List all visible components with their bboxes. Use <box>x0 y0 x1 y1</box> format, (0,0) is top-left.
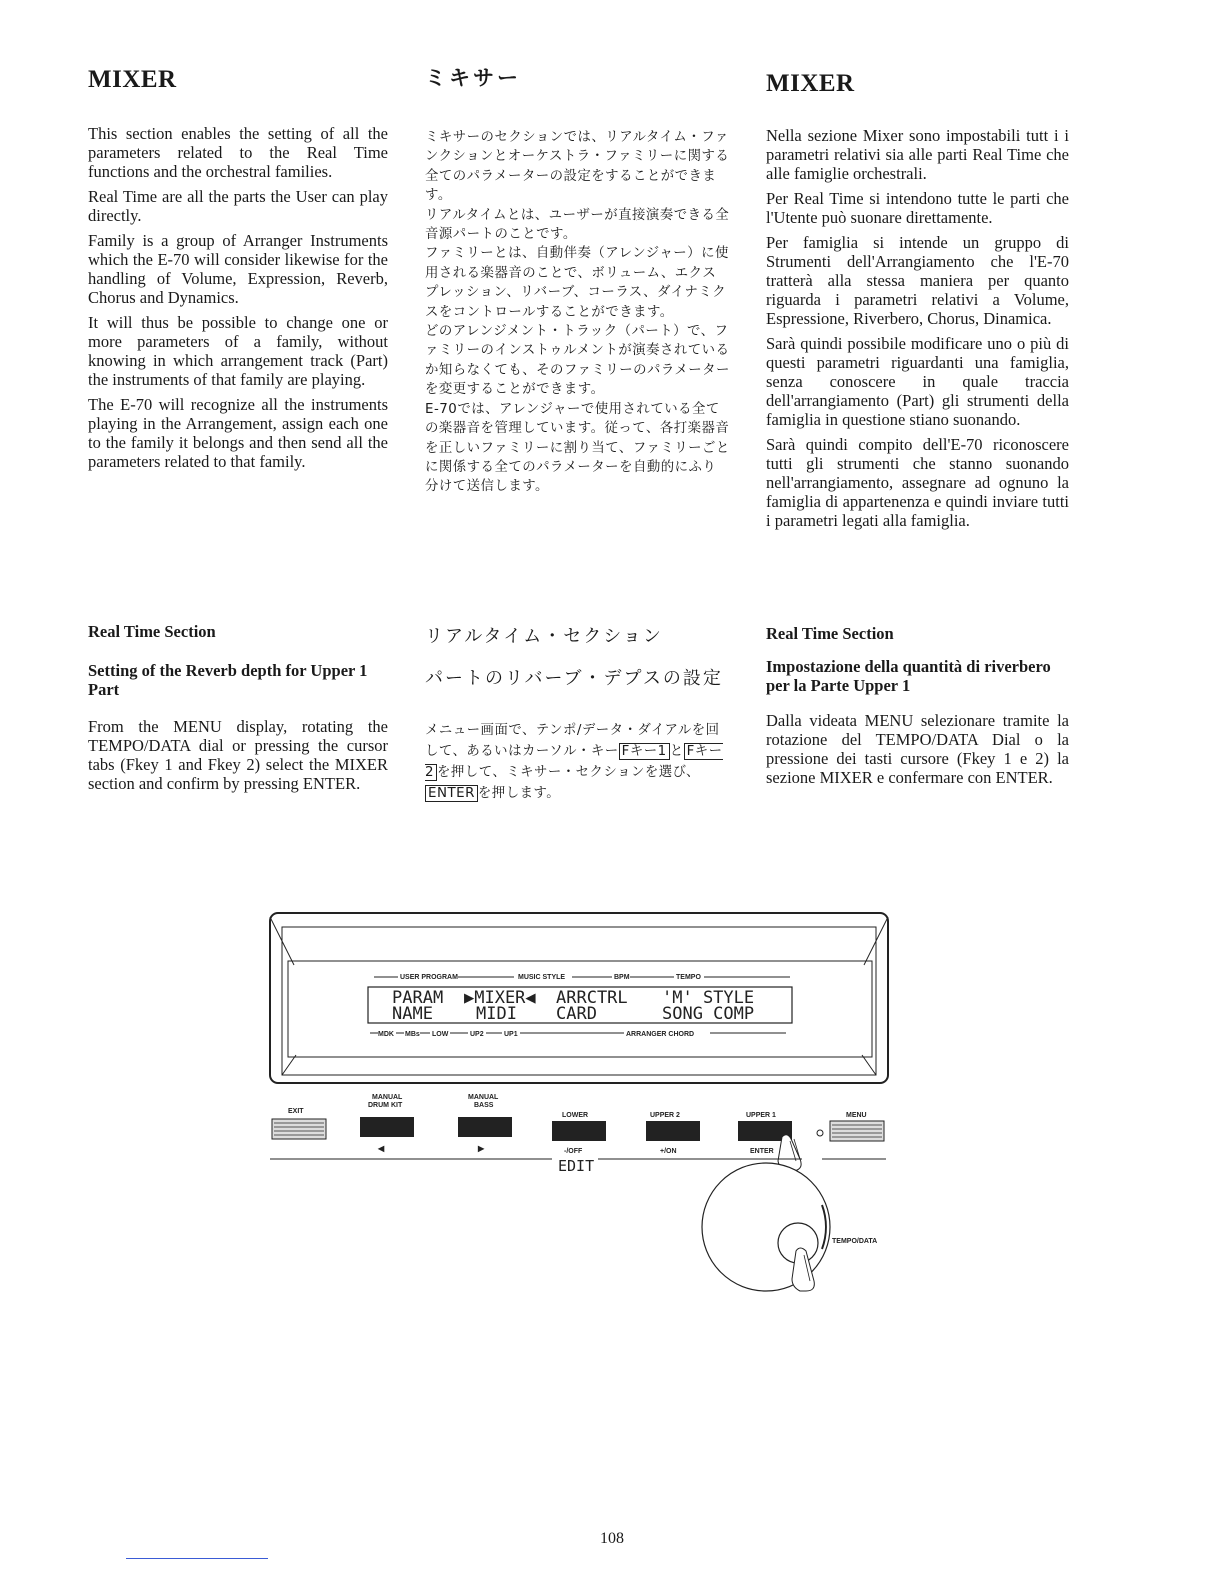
japanese-instruction-text: を押して、ミキサー・セクションを選び、 <box>437 765 700 780</box>
label-manual-drum-kit: MANUAL <box>372 1094 403 1101</box>
label-music-style: MUSIC STYLE <box>518 974 566 981</box>
fkey1-label: Fキー1 <box>619 743 670 760</box>
japanese-instruction <box>425 720 730 804</box>
japanese-paragraph: ファミリーとは、自動伴奏（アレンジャー）に使用される楽器音のことで、ボリューム、エクスプレッション、リバーブ、コーラス、ダイナミクスをコントロールすることができます。 <box>425 246 729 320</box>
italian-heading: MIXER <box>766 70 855 97</box>
english-column <box>88 66 388 477</box>
label-manual-drum-kit: DRUM KIT <box>368 1102 403 1109</box>
japanese-heading: ミキサー <box>425 66 521 90</box>
label-mdk: MDK <box>378 1031 394 1038</box>
exit-button[interactable] <box>272 1119 326 1139</box>
italian-instruction: Dalla videata MENU selezionare tramite la rotazione del TEMPO/DATA Dial o la pressione dei tasti cursore (Fkey 1 e 2) la sezione MIXER e confermare con ENTER. <box>766 711 1069 787</box>
label-tempo: TEMPO <box>676 974 701 981</box>
label-arranger-chord: ARRANGER CHORD <box>626 1031 695 1038</box>
page-number: 108 <box>600 1530 624 1547</box>
label-mbs: MBs <box>405 1031 420 1038</box>
label-lower: LOWER <box>562 1112 589 1119</box>
lcd-song-comp: SONG COMP <box>662 1004 755 1024</box>
label-manual-bass: BASS <box>474 1102 494 1109</box>
label-user-program: USER PROGRAM <box>400 974 458 981</box>
label-minus-off: -/OFF <box>564 1148 583 1155</box>
japanese-instruction-text: を押します。 <box>477 786 561 801</box>
label-upper1: UPPER 1 <box>746 1112 776 1119</box>
japanese-sub-title: パートのリバーブ・デプスの設定 <box>425 668 723 689</box>
english-instruction: From the MENU display, rotating the TEMPO/DATA dial or pressing the cursor tabs (Fkey 1 and Fkey 2) select the MIXER section and confirm by pressing ENTER. <box>88 717 388 793</box>
enter-label: ENTER <box>425 785 478 802</box>
label-enter: ENTER <box>750 1148 774 1155</box>
lcd-m-style: 'M' STYLE <box>662 988 755 1008</box>
menu-button[interactable] <box>830 1121 884 1141</box>
italian-paragraph: Nella sezione Mixer sono impostabili tutt i i parametri relativi sia alle parti Real Time che alle famiglie orchestrali. <box>766 126 1069 183</box>
japanese-section <box>425 622 730 804</box>
label-up2: UP2 <box>470 1031 484 1038</box>
english-section-title: Real Time Section <box>88 622 216 641</box>
italian-column <box>766 70 1069 536</box>
lcd-card: CARD <box>556 1004 597 1024</box>
label-manual-bass: MANUAL <box>468 1094 499 1101</box>
japanese-paragraph: リアルタイムとは、ユーザーが直接演奏できる全音源パートのことです。 <box>425 207 730 243</box>
italian-section-title: Real Time Section <box>766 624 894 643</box>
italian-sub-title: Impostazione della quantità di riverbero per la Parte Upper 1 <box>766 657 1051 695</box>
label-upper2: UPPER 2 <box>650 1112 680 1119</box>
cursor-left-icon: ◀ <box>378 1144 385 1153</box>
footer-line <box>126 1558 268 1559</box>
japanese-column <box>425 62 730 497</box>
japanese-paragraph: E-70では、アレンジャーで使用されている全ての楽器音を管理しています。従って、各打楽器音を正しいファミリーに割り当て、ファミリーごとに関係する全てのパラメーターを自動的にふり分けて送信します。 <box>425 401 730 495</box>
manual-drum-kit-button[interactable] <box>360 1117 414 1137</box>
lower-button[interactable] <box>552 1121 606 1141</box>
fkey2-label: Fキー2 <box>425 744 723 780</box>
manual-bass-button[interactable] <box>458 1117 512 1137</box>
japanese-paragraph: どのアレンジメント・トラック（パート）で、ファミリーのインストゥルメントが演奏されているか知らなくても、そのファミリーのパラメーターを変更することができます。 <box>425 324 730 398</box>
japanese-section-title: リアルタイム・セクション <box>425 626 663 647</box>
english-paragraph: Real Time are all the parts the User can play directly. <box>88 187 388 225</box>
lcd-midi: MIDI <box>476 1004 517 1024</box>
lcd-mixer: ▶MIXER◀ <box>464 988 536 1008</box>
english-paragraph: Family is a group of Arranger Instruments which the E-70 will consider likewise for the handling of Volume, Expression, Reverb, Chorus and Dynamics. <box>88 231 388 307</box>
english-paragraph: It will thus be possible to change one or more parameters of a family, without knowing in which arrangement track (Part) the instruments of that family are playing. <box>88 313 388 389</box>
label-tempo-data: TEMPO/DATA <box>832 1238 878 1245</box>
label-edit: EDIT <box>558 1157 595 1175</box>
cursor-right-icon: ▶ <box>478 1144 485 1153</box>
italian-paragraph: Per Real Time si intendono tutte le parti che l'Utente può suonare direttamente. <box>766 189 1069 227</box>
english-paragraph: The E-70 will recognize all the instruments playing in the Arrangement, assign each one to the family it belongs and then send all the parameters related to that family. <box>88 395 388 471</box>
japanese-instruction-text: と <box>669 744 684 759</box>
english-sub-title: Setting of the Reverb depth for Upper 1 Part <box>88 661 368 699</box>
upper2-button[interactable] <box>646 1121 700 1141</box>
label-up1: UP1 <box>504 1031 518 1038</box>
label-menu: MENU <box>846 1112 867 1119</box>
front-panel-illustration <box>262 905 902 1300</box>
italian-paragraph: Sarà quindi possibile modificare uno o più di questi parametri riguardanti una famiglia, senza conoscere in quale traccia dell'arrangiamento (Part) gli strumenti della famiglia in questione stiano suonando. <box>766 334 1069 429</box>
italian-section <box>766 624 1069 793</box>
english-heading: MIXER <box>88 66 177 93</box>
italian-paragraph: Sarà quindi compito dell'E-70 riconoscere tutti gli strumenti che stanno suonando nell'arrangiamento, assegnare ad ognuno la famiglia di appartenenza e quindi inviare tutti i parametri legati alla famiglia. <box>766 435 1069 530</box>
label-plus-on: +/ON <box>660 1148 677 1155</box>
japanese-paragraph: ミキサーのセクションでは、リアルタイム・ファンクションとオーケストラ・ファミリーに関する全てのパラメーターの設定をすることができます。 <box>425 130 730 204</box>
lcd-param: PARAM <box>392 988 444 1008</box>
label-bpm: BPM <box>614 974 630 981</box>
lcd-name: NAME <box>392 1004 433 1024</box>
japanese-instruction-text: メニュー画面で、テンポ/データ・ダイアルを回して、あるいはカーソル・キー <box>425 723 720 759</box>
english-paragraph: This section enables the setting of all the parameters related to the Real Time functions and the orchestral families. <box>88 124 388 181</box>
italian-paragraph: Per famiglia si intende un gruppo di Strumenti dell'Arrangiamento che l'E-70 tratterà alla stessa maniera per quanto riguarda i parametri relativi a Volume, Espressione, Riverbero, Chorus, Dinamica. <box>766 233 1069 328</box>
label-low: LOW <box>432 1031 449 1038</box>
label-exit: EXIT <box>288 1108 304 1115</box>
lcd-arrctrl: ARRCTRL <box>556 988 628 1008</box>
english-section <box>88 622 388 799</box>
